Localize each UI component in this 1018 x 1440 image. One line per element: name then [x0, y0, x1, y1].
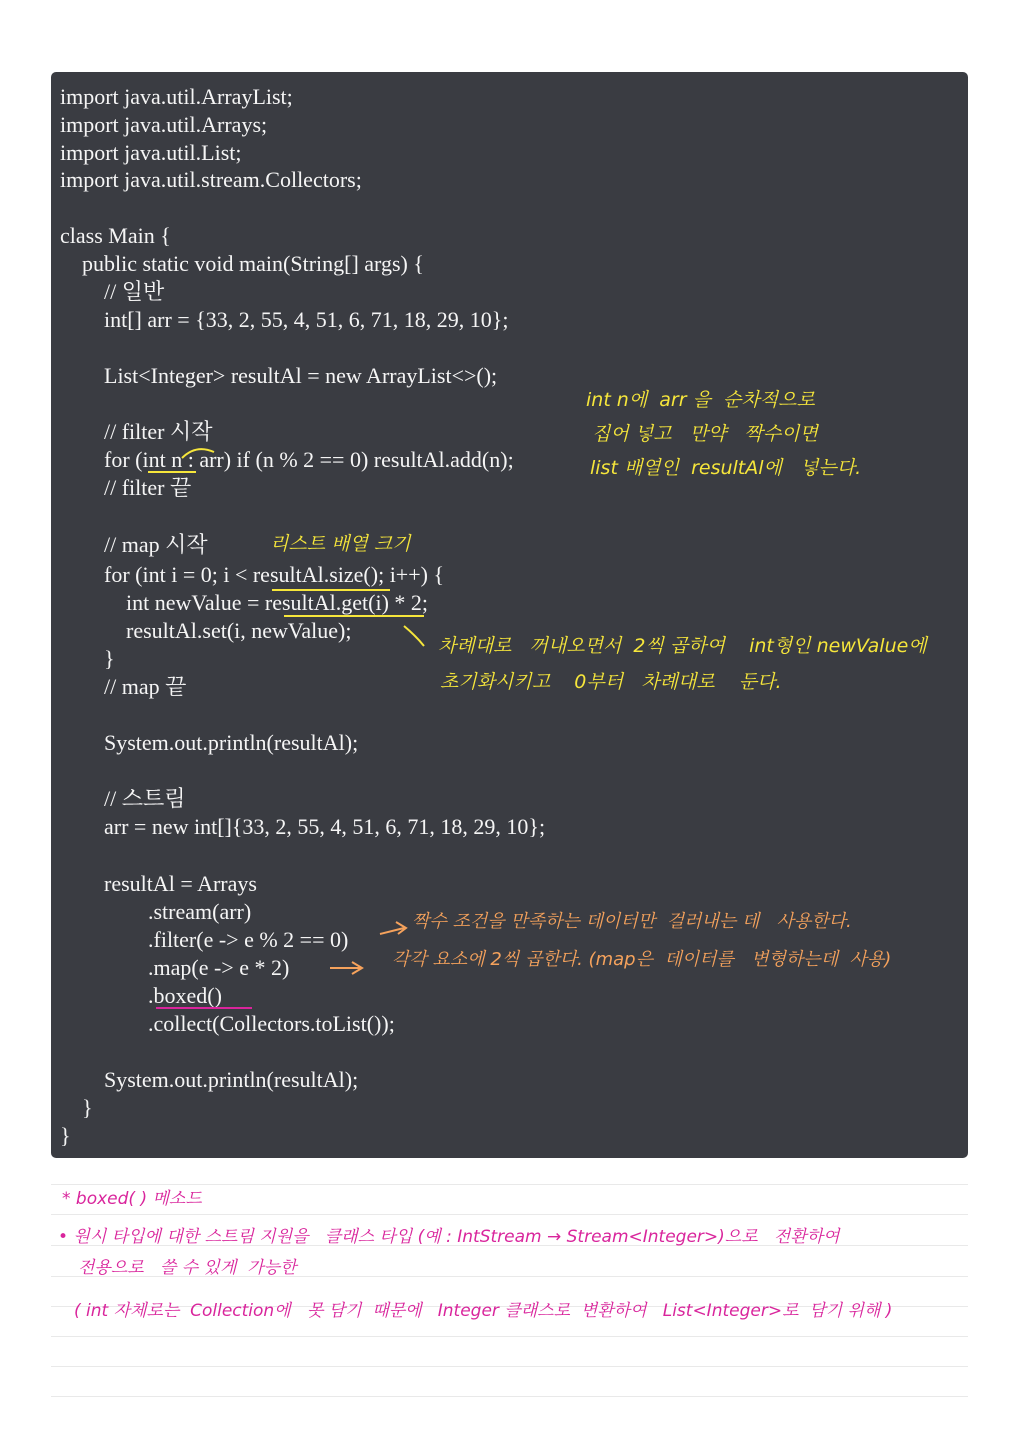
code-line: // map 끝: [60, 674, 187, 699]
annotation-stream-map: 각각 요소에 2씩 곱한다. (map은 데이터를 변형하는데 사용): [392, 949, 892, 970]
annotation-filter-2: 집어 넣고 만약 짝수이면: [592, 423, 818, 445]
code-line: }: [60, 1095, 93, 1120]
annotation-filter-1: int n에 arr 을 순차적으로: [586, 389, 815, 411]
note-rule: [51, 1336, 968, 1337]
annotation-size: 리스트 배열 크기: [270, 533, 411, 555]
code-line: int newValue = resultAl.get(i) * 2;: [60, 590, 429, 615]
code-line: // filter 시작: [60, 419, 213, 444]
note-bullet-continued: 전용으로 쓸 수 있게 가능한: [78, 1258, 297, 1278]
code-line: .map(e -> e * 2): [60, 955, 290, 980]
code-line: List<Integer> resultAl = new ArrayList<>();: [60, 363, 498, 388]
code-line: .filter(e -> e % 2 == 0): [60, 927, 349, 952]
code-line: // 스트림: [60, 786, 186, 811]
note-rule: [51, 1366, 968, 1367]
code-line: resultAl.set(i, newValue);: [60, 618, 352, 643]
code-line: // 일반: [60, 279, 165, 304]
code-line: System.out.println(resultAl);: [60, 1067, 359, 1092]
code-line: // filter 끝: [60, 475, 192, 500]
code-line: }: [60, 1123, 71, 1148]
code-line: System.out.println(resultAl);: [60, 730, 359, 755]
code-line: class Main {: [60, 223, 171, 248]
code-line: import java.util.Arrays;: [60, 112, 268, 137]
code-line: for (int i = 0; i < resultAl.size(); i++) {: [60, 562, 445, 587]
code-line: // map 시작: [60, 532, 208, 557]
note-parenthetical: ( int 자체로는 Collection에 못 담기 때문에 Integer 클래스로 변환하여 List<Integer>로 담기 위해 ): [74, 1301, 893, 1321]
code-line: .stream(arr): [60, 899, 252, 924]
code-line: int[] arr = {33, 2, 55, 4, 51, 6, 71, 18, 29, 10};: [60, 307, 509, 332]
code-line: public static void main(String[] args) {: [60, 251, 424, 276]
code-line: .boxed(): [60, 983, 222, 1008]
annotation-stream-filter: 짝수 조건을 만족하는 데이터만 걸러내는 데 사용한다.: [412, 911, 852, 932]
code-line: .collect(Collectors.toList());: [60, 1011, 395, 1036]
note-rule: [51, 1214, 968, 1215]
code-line: arr = new int[]{33, 2, 55, 4, 51, 6, 71, 18, 29, 10};: [60, 814, 546, 839]
note-bullet: • 원시 타입에 대한 스트림 지원을 클래스 타입 (예 : IntStream → Stream<Integer>)으로 전환하여: [58, 1227, 840, 1247]
note-title: * boxed( ) 메소드: [62, 1189, 202, 1209]
note-rule: [51, 1396, 968, 1397]
code-line: resultAl = Arrays: [60, 871, 257, 896]
code-line: import java.util.List;: [60, 140, 242, 165]
code-line: import java.util.stream.Collectors;: [60, 167, 362, 192]
annotation-map-1: 차례대로 꺼내오면서 2씩 곱하여 int형인 newValue에: [438, 635, 927, 657]
annotation-map-2: 초기화시키고 0부터 차례대로 둔다.: [440, 671, 782, 693]
code-line: import java.util.ArrayList;: [60, 84, 293, 109]
code-line: for (int n : arr) if (n % 2 == 0) resultAl.add(n);: [60, 447, 514, 472]
code-line: }: [60, 646, 115, 671]
annotation-filter-3: list 배열인 resultAl에 넣는다.: [590, 457, 862, 479]
